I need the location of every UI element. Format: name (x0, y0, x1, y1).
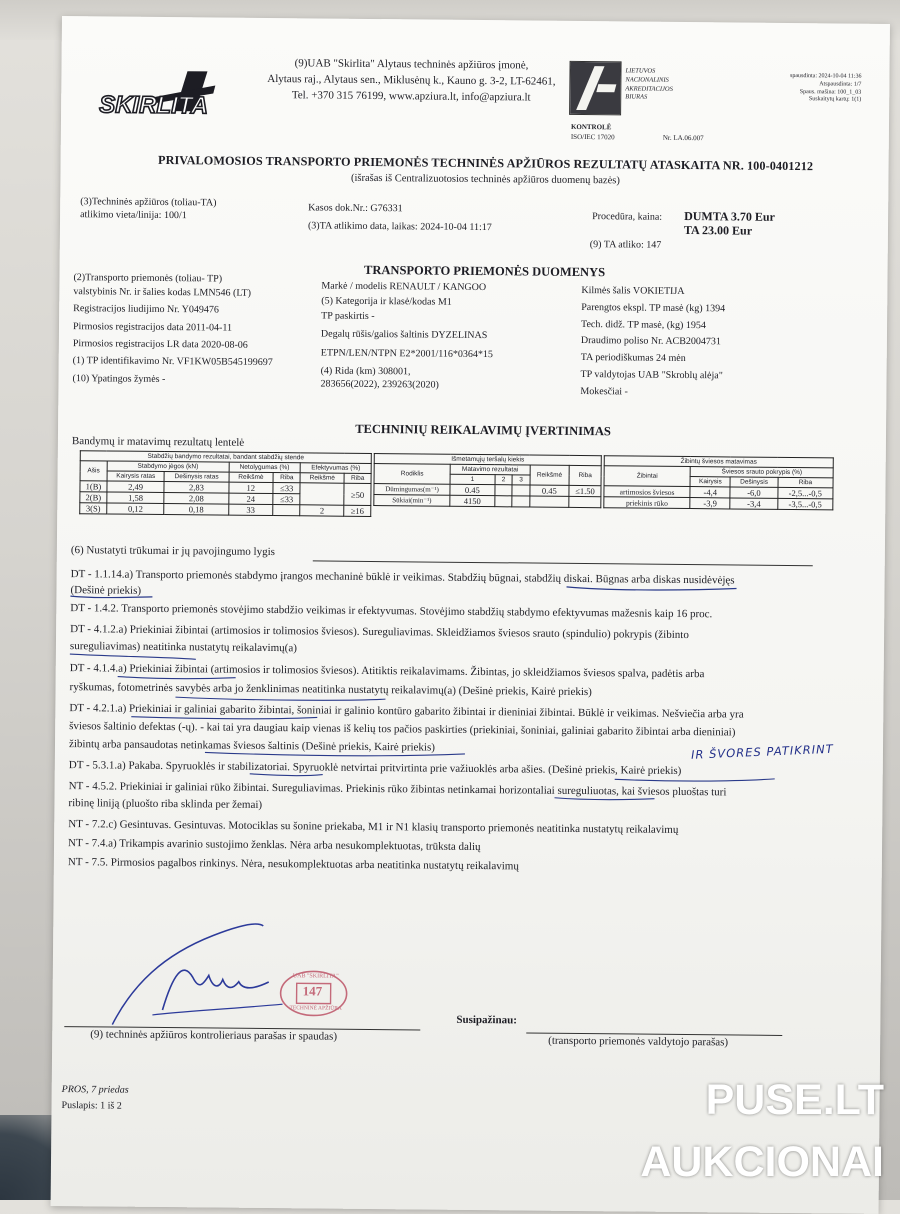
emission-col-indicator: Rodiklis (374, 464, 450, 485)
acc-line-1: LIETUVOS (625, 67, 656, 75)
emission-m1: 4150 (450, 495, 495, 506)
defect-line: DT - 4.1.2.a) Priekiniai žibintai (artimosios ir tolimosios šviesos). Sureguliavimas. Skleidžiamos šviesos srauto (spindulio) pokrypis (žibinto (70, 623, 689, 642)
defect-line: žibintų arba pansaudotas netinkamas šviesos šaltinis (Dešinė priekis, Kairė priekis) (68, 738, 436, 754)
brake-col-imbalance: Netolygumas (%) (229, 462, 301, 473)
kasos-doc: Kasos dok.Nr.: G76331 (308, 202, 403, 215)
defect-line: NT - 7.4.a) Trikampis avarinio sustojimo ženklas. Nėra arba nesukomplektuotas, trūksta dalių (68, 837, 481, 854)
ta-place-line1: (3)Techninės apžiūros (toliau-TA) (80, 196, 217, 209)
lights-limit: -2,5...-0,5 (778, 487, 833, 499)
taxes: Mokesčiai - (580, 385, 628, 398)
inspection-report-sheet (51, 16, 890, 1214)
max-mass: Tech. didž. TP masė, (kg) 1954 (581, 318, 706, 332)
vehicle-heading: TRANSPORTO PRIEMONĖS DUOMENYS (363, 262, 606, 280)
defect-line: sureguliavimas) neatitinka nustatytų reikalavimų(a) (69, 640, 297, 655)
company-name: (9)UAB "Skirlita" Alytaus techninės apžiūros įmonė, (294, 57, 529, 72)
price-dumta: DUMTA 3.70 Eur (684, 208, 775, 224)
price-ta: TA 23.00 Eur (683, 222, 753, 238)
brake-right: 0,18 (164, 504, 228, 516)
lights-col-lamps: Žibintai (604, 466, 690, 487)
reg-number: valstybinis Nr. ir šalies kodas LMN546 (LT) (73, 286, 252, 299)
lights-lamp: artimosios šviesos (604, 486, 690, 498)
handwritten-note: IR ŠVORES PATIKRINT (690, 741, 835, 762)
brake-imbalance: 12 (228, 482, 273, 493)
acc-line-2: NACIONALINIS (625, 76, 669, 84)
brake-axle: 2(B) (80, 492, 107, 503)
acc-line-4: BIURAS (625, 93, 648, 101)
origin-country: Kilmės šalis VOKIETIJA (581, 284, 685, 297)
brake-imb-limit: ≤33 (273, 494, 300, 505)
reg-line1: (2)Transporto priemonės (toliau- TP) (73, 272, 223, 285)
brake-imbalance: 33 (228, 504, 273, 515)
stamp-top-text: UAB "SKIRLITA" (292, 973, 339, 980)
brake-eff-parking-limit: ≥16 (344, 505, 371, 516)
form-reference: PROS, 7 priedas (61, 1084, 129, 1096)
odometer-line1: (4) Rida (km) 308001, (320, 365, 411, 378)
emission-indicator: Sūkiai(min⁻¹) (374, 495, 450, 507)
brake-col-forces: Stabdymo jėgos (kN) (107, 461, 229, 472)
defect-line: DT - 1.4.2. Transporto priemonės stovėjimo stabdžio veikimas ir efektyvumas. Stovėjimo stabdžių stabdymo efektyvumas mažesnis kaip 16 proc. (70, 602, 713, 621)
emission-limit: ≤1.50 (569, 485, 601, 496)
brake-col-left: Kairysis ratas (107, 471, 165, 482)
lights-col-deviation: Šviesos srauto pokrypis (%) (690, 467, 833, 478)
lights-right: -6,0 (730, 487, 777, 498)
emission-col-measurements: Matavimo rezultatai (450, 464, 530, 475)
brake-axle: 3(S) (80, 503, 107, 514)
brake-eff-service-limit: ≥50 (344, 483, 371, 505)
defect-line: ribinę liniją (pluošto riba sklinda per žemai) (68, 797, 263, 811)
emission-indicator: Dūmingumas(m⁻¹) (374, 484, 450, 496)
controller-signature (92, 914, 303, 1036)
make-model: Markė / modelis RENAULT / KANGOO (321, 280, 487, 294)
stamp-number: 147 (302, 983, 323, 999)
emission-m1: 0.45 (450, 484, 495, 495)
defect-line: DT - 4.1.4.a) Priekiniai žibintai (artimosios ir tolimosios šviesos). Atitiktis reikalavimams. Žibintas, jo skleidžiamos šviesos spalva, padėtis arba (69, 662, 705, 681)
brake-imb-limit: ≤33 (273, 483, 300, 494)
results-table-title: Bandymų ir matavimų rezultatų lentelė (71, 435, 245, 449)
watermark-line2: AUKCIONAI (640, 1138, 884, 1186)
lights-left: -4,4 (690, 487, 730, 498)
lights-left: -3,9 (690, 498, 730, 509)
defect-line: NT - 7.2.c) Gesintuvas. Gesintuvas. Motociklas su šonine priekaba, M1 ir N1 klasių transporto priemonės neatitinka nustatytų reikalavimų (68, 818, 679, 836)
insurance-policy: Draudimo poliso Nr. ACB2004731 (580, 334, 721, 348)
brake-left: 2,49 (107, 481, 165, 493)
lights-limit: -3,5...-0,5 (777, 498, 832, 510)
handwritten-underlines (53, 16, 890, 924)
defects-heading: (6) Nustatyti trūkumai ir jų pavojingumo lygis (70, 544, 276, 559)
procedure-label: Procedūra, kaina: (592, 211, 663, 223)
reg-certificate: Registracijos liudijimo Nr. Y049476 (73, 303, 219, 316)
company-contacts: Tel. +370 315 76199, www.apziura.lt, info@apziura.lt (291, 89, 531, 104)
meta-line-1: spausdinta: 2024-10-04 11:36 (789, 72, 862, 80)
emission-col-3: 3 (512, 475, 530, 485)
lights-col-left: Kairysis (690, 477, 730, 487)
acknowledged-label: Susipažinau: (456, 1013, 517, 1027)
stamp-bottom-text: TECHNINĖ APŽIŪRA (289, 1005, 342, 1012)
owner-signature-caption: (transporto priemonės valdytojo parašas) (548, 1034, 729, 1049)
meta-line-3: Spaus. mašina: 100_1_03 (799, 88, 862, 96)
lights-col-limit: Riba (778, 477, 833, 488)
defect-line: DT - 1.1.14.a) Transporto priemonės stabdymo įrangos mechaninė būklė ir veikimas. Stabdžių būgnai, stabdžių diskai. Būgnas arba diskas nusidėvėjęs (70, 568, 735, 587)
emission-col-value: Reikšmė (530, 465, 570, 485)
brake-axle: 1(B) (80, 481, 107, 492)
emission-col-limit: Riba (569, 465, 601, 485)
ta-performed-by: (9) TA atliko: 147 (589, 239, 662, 251)
brake-col-imb-limit: Riba (273, 473, 300, 483)
acc-number: Nr. LA.06.007 (662, 133, 704, 143)
brake-right: 2,83 (164, 482, 228, 494)
brake-col-imb-value: Reikšmė (229, 472, 274, 482)
logo-text: SKIRLITA (99, 91, 209, 120)
company-address: Alytaus raj., Alytaus sen., Miklusėnų k., Kauno g. 3-2, LT-62461, (267, 72, 556, 88)
brake-col-efficiency: Efektyvumas (%) (300, 463, 371, 474)
odometer-history: 283656(2022), 239263(2020) (320, 378, 439, 391)
vin: (1) TP identifikavimo Nr. VF1KW05B545199697 (72, 355, 273, 369)
acc-kontrole: KONTROLĖ (570, 122, 612, 132)
etpn: ETPN/LEN/NTPN E2*2001/116*0364*15 (320, 347, 493, 361)
defect-line: NT - 4.5.2. Priekiniai ir galiniai rūko žibintai. Sureguliavimas. Priekinis rūko žibintas netinkamai horizontaliai sureguliuotas, kai šviesos pluoštas turi (68, 780, 727, 799)
inspection-stamp (278, 968, 348, 1019)
lights-lamp: priekinis rūko (604, 497, 690, 509)
lights-right: -3,4 (730, 498, 777, 509)
watermark-line1: PUSE.LT (705, 1076, 884, 1124)
tp-purpose: TP paskirtis - (321, 310, 375, 323)
category: (5) Kategorija ir klasė/kodas M1 (321, 295, 452, 308)
defect-line: DT - 4.2.1.a) Priekiniai ir galiniai gabarito žibintai, šoniniai ir galinio kontūro gabarito žibintai ir dieniniai žibintai. Būklė ir veikimas. Nešviečia arba yra (69, 702, 744, 721)
fuel-type: Degalų rūšis/galios šaltinis DYZELINAS (320, 328, 488, 342)
report-title: PRIVALOMOSIOS TRANSPORTO PRIEMONĖS TECHNINĖS APŽIŪROS REZULTATŲ ATASKAITA NR. 100-0401212 (157, 152, 814, 174)
brake-right: 2,08 (164, 493, 228, 505)
report-subtitle: (išrašas iš Centralizuotosios techninės apžiūros duomenų bazės) (350, 172, 620, 187)
vehicle-owner: TP valdytojas UAB "Skroblų alėja" (580, 368, 723, 382)
first-reg-date: Pirmosios registracijos data 2011-04-11 (72, 321, 233, 334)
defect-line: (Dešinė priekis) (70, 584, 142, 597)
ta-place-line2: atlikimo vieta/linija: 100/1 (80, 209, 187, 222)
ta-periodicity: TA periodiškumas 24 mėn (580, 351, 686, 365)
defect-line: šviesos šaltinio defektas (-ų). - kai tai yra daugiau kaip vienas iš kelių tos pačios paskirties (priekiniai, šoniniai, galiniai gabarito žibintai arba dieniniai) (69, 720, 736, 739)
defect-line: NT - 7.5. Pirmosios pagalbos rinkinys. Nėra, nesukomplektuotas arba neatitinka nustatytų reikalavimų (67, 856, 519, 873)
emission-table-head: Išmetamųjų teršalų kiekis (374, 454, 601, 466)
brake-left: 0,12 (107, 503, 165, 515)
page-counter: Puslapis: 1 iš 2 (61, 1100, 122, 1112)
acc-standard: ISO/IEC 17020 (570, 132, 615, 142)
operating-mass: Parengtos ekspl. TP masė (kg) 1394 (581, 301, 726, 315)
controller-signature-caption: (9) techninės apžiūros kontrolieriaus parašas ir spaudas) (90, 1028, 338, 1043)
evaluation-heading: TECHNINIŲ REIKALAVIMŲ ĮVERTINIMAS (355, 421, 611, 439)
ta-date: (3)TA atlikimo data, laikas: 2024-10-04 11:17 (307, 220, 492, 234)
brake-imbalance: 24 (228, 493, 273, 504)
first-reg-lt-date: Pirmosios registracijos LR data 2020-08-06 (72, 338, 248, 351)
brake-col-eff-limit: Riba (344, 473, 371, 483)
lights-table-head: Žibintų šviesos matavimas (604, 456, 833, 468)
special-marks: (10) Ypatingos žymės - (72, 373, 166, 386)
emission-value: 0.45 (530, 485, 569, 496)
emission-col-2: 2 (495, 475, 513, 485)
acc-line-3: AKREDITACIJOS (625, 84, 673, 93)
meta-line-4: Suskaitytų kartų: 1(1) (808, 96, 862, 104)
brake-eff-parking-value: 2 (300, 505, 344, 516)
brake-left: 1,58 (107, 492, 165, 504)
defect-line: DT - 5.3.1.a) Pakaba. Spyruoklės ir stabilizatoriai. Spyruoklė netvirtai pritvirtinta prie važiuoklės arba ašies. (Dešinė priekis, Kairė priekis) (68, 759, 682, 777)
brake-col-axle: Ašis (80, 461, 107, 481)
lights-col-right: Dešinysis (730, 477, 777, 487)
brake-table-head: Stabdžių bandymo rezultatai, bandant stabdžių stende (80, 451, 371, 464)
meta-line-2: Atspausdinta: 1/7 (819, 81, 862, 88)
emission-col-1: 1 (450, 474, 495, 484)
brake-col-right: Dešinysis ratas (164, 472, 228, 483)
defect-line: ryškumas, fotometrinės savybės arba jo ženklinimas neatitinka nustatytų reikalavimų(a) (Dešinė priekis, Kairė priekis) (69, 681, 592, 699)
brake-col-eff-value: Reikšmė (300, 473, 344, 483)
